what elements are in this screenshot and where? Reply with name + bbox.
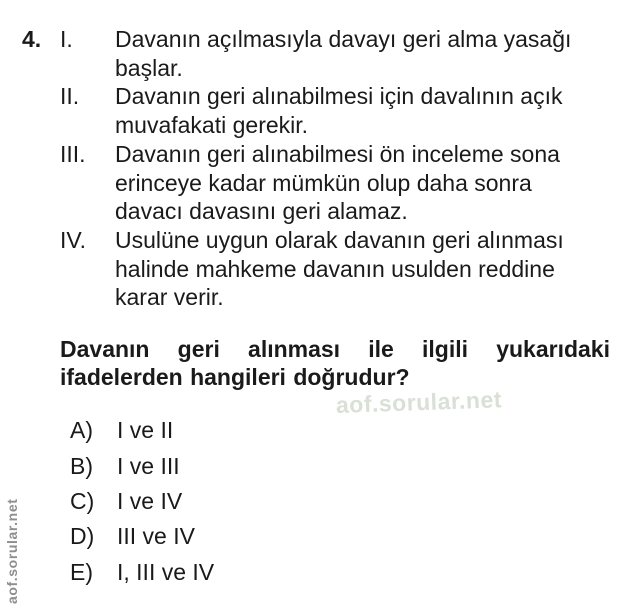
- statement-numeral: II.: [60, 83, 80, 110]
- statement-text-line: davacı davasını geri alamaz.: [115, 198, 408, 225]
- answer-options: [70, 413, 214, 590]
- watermark-center: aof.sorular.net: [335, 386, 503, 418]
- statement-item-1: [0, 25, 634, 82]
- statement-text-line: Davanın açılmasıyla davayı geri alma yasağı: [115, 26, 572, 52]
- option-label: A): [70, 417, 93, 444]
- option-d: [70, 519, 214, 554]
- option-label: B): [70, 452, 93, 479]
- statement-list: [0, 25, 634, 312]
- option-label: D): [70, 523, 95, 550]
- option-text: I ve IV: [117, 487, 183, 514]
- option-text: I ve II: [117, 417, 174, 444]
- statement-text-line: başlar.: [115, 54, 183, 81]
- option-text: III ve IV: [117, 523, 195, 550]
- statement-text-line: Usulüne uygun olarak davanın geri alınması: [115, 226, 564, 253]
- option-text: I ve III: [117, 452, 180, 479]
- option-c: [70, 484, 214, 519]
- question-stem-line: ifadelerden hangileri doğrudur?: [60, 363, 410, 390]
- statement-text-line: halinde mahkeme davanın usulden reddine: [115, 255, 555, 282]
- statement-text-line: muvafakati gerekir.: [115, 112, 309, 139]
- question-stem: [60, 336, 610, 391]
- option-label: E): [70, 558, 93, 585]
- option-b: [70, 448, 214, 483]
- statement-numeral: III.: [60, 140, 86, 167]
- statement-item-2: [0, 82, 634, 139]
- statement-text-line: erinceye kadar mümkün olup daha sonra: [115, 169, 532, 196]
- statement-item-4: [0, 226, 634, 312]
- option-e: [70, 555, 214, 590]
- statement-text-line: karar verir.: [115, 284, 224, 311]
- question-stem-line: Davanın geri alınması ile ilgili yukarıdaki: [60, 336, 610, 362]
- statement-item-3: [0, 140, 634, 226]
- statement-numeral: I.: [60, 26, 73, 52]
- option-label: C): [70, 487, 95, 514]
- statement-numeral: IV.: [60, 226, 87, 253]
- statement-text-line: Davanın geri alınabilmesi ön inceleme sona: [115, 140, 560, 167]
- option-a: [70, 413, 214, 448]
- question-number: 4.: [22, 26, 42, 52]
- statement-text-line: Davanın geri alınabilmesi için davalının açık: [115, 83, 563, 110]
- watermark-left-vertical: aof.sorular.net: [4, 498, 20, 604]
- option-text: I, III ve IV: [117, 558, 215, 585]
